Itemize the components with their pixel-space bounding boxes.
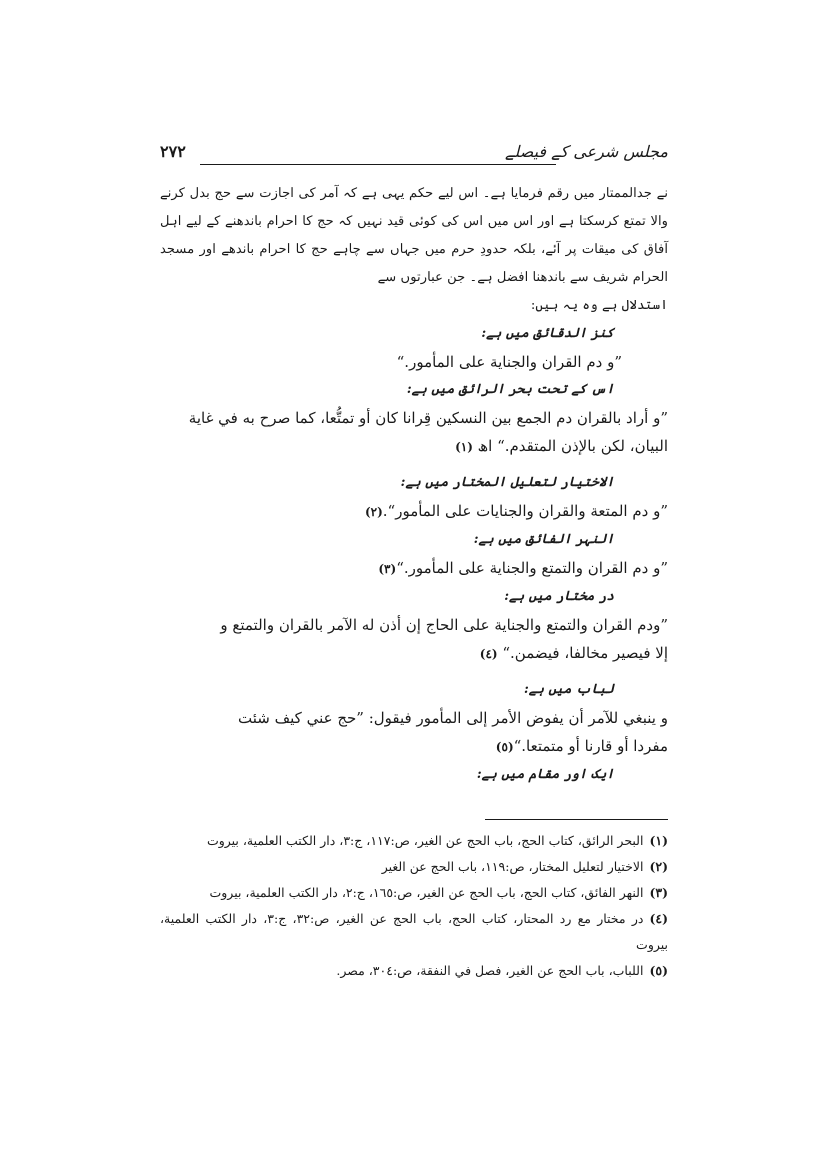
page-number: ٢٧٢ <box>160 142 186 161</box>
footnote-number: (٣) <box>649 885 668 900</box>
footnote-item <box>160 906 668 958</box>
source-label-kanz: کنز الدقائق میں ہے: <box>481 326 614 341</box>
spacer <box>160 668 668 676</box>
header-rule <box>200 164 556 165</box>
footnote-divider <box>485 819 668 820</box>
quote-ikhtiyar-text: ”و دم المتعة والقران والجنايات على المأمور“. <box>382 502 668 520</box>
footnote-text: در مختار مع رد المحتار، كتاب الحج، باب الحج عن الغير، ص:٣٢، ج:٣، دار الكتب العلمية، بيروت <box>160 911 668 952</box>
source-label-another: ایک اور مقام میں ہے: <box>476 767 614 782</box>
spacer <box>160 461 668 469</box>
footnote-number: (١) <box>649 833 668 848</box>
quote-durr-end <box>160 639 668 668</box>
source-label-ikhtiyar: الاختيار لتعليل المختار میں ہے: <box>400 475 614 490</box>
footnote-text: الاختيار لتعليل المختار، ص:١١٩، باب الحج عن الغير <box>381 859 644 874</box>
footnote-item <box>160 828 668 854</box>
source-label-durr: در مختار میں ہے: <box>504 589 614 604</box>
quote-lubab-end-text: مفردا أو قارنا أو متمتعا.“ <box>513 737 668 755</box>
source-label-bahr: اس کے تحت بحر الرائق میں ہے: <box>406 382 614 397</box>
footnote-ref-2[interactable]: (٢) <box>364 505 383 519</box>
footnote-ref-5[interactable]: (٥) <box>495 740 514 754</box>
intro-paragraph-end: استدلال ہے وہ یہ ہیں: <box>530 298 668 313</box>
quote-bahr-end-text: البيان، لكن بالإذن المتقدم.“ اھ <box>477 437 668 455</box>
footnote-ref-3[interactable]: (٣) <box>378 562 397 576</box>
quote-nahr <box>160 554 668 583</box>
footnote-text: اللباب، باب الحج عن الغير، فصل في النفقة، ص:٣٠٤، مصر. <box>336 963 644 978</box>
quote-bahr-end <box>160 432 668 461</box>
footnote-ref-1[interactable]: (١) <box>455 440 473 454</box>
footnote-number: (٥) <box>649 963 668 978</box>
footnote-number: (٢) <box>649 859 668 874</box>
quote-nahr-text: ”و دم القران والتمتع والجناية على المأمور.“ <box>396 559 668 577</box>
footnotes <box>160 828 668 984</box>
footnote-item <box>160 880 668 906</box>
quote-bahr: ”و أراد بالقران دم الجمع بين النسكين قِرانا كان أو تمتُّعا، كما صرح به في غاية <box>188 409 668 427</box>
quote-durr-end-text: إلا فيصير مخالفا، فيضمن.“ <box>502 644 668 662</box>
quote-lubab-end <box>160 732 668 761</box>
footnote-text: النهر الفائق، كتاب الحج، باب الحج عن الغير، ص:١٦٥، ج:٢، دار الكتب العلمية، بيروت <box>209 885 644 900</box>
footnote-item <box>160 854 668 880</box>
book-title: مجلس شرعی کے فیصلے <box>505 142 668 161</box>
main-text <box>160 180 668 789</box>
footnote-text: البحر الرائق، كتاب الحج، باب الحج عن الغير، ص:١١٧، ج:٣، دار الكتب العلمية، بيروت <box>206 833 644 848</box>
source-label-lubab: لباب میں ہے: <box>523 682 614 697</box>
quote-kanz: ”و دم القران والجناية على المأمور.“ <box>396 353 622 371</box>
footnote-item <box>160 958 668 984</box>
running-header <box>160 142 668 172</box>
quote-ikhtiyar <box>160 497 668 526</box>
source-label-nahr: النہر الفائق میں ہے: <box>473 532 614 547</box>
footnote-ref-4[interactable]: (٤) <box>479 647 498 661</box>
intro-paragraph: نے جدالممتار میں رقم فرمایا ہے۔ اس لیے حکم یہی ہے کہ آمر کی اجازت سے حج بدل کرنے والا تمتع کرسکتا ہے اور اس میں اس کی کوئی قید نہیں کہ حج کا احرام باندھنے کے لیے اہل آفاق کی میقات پر آئے، بلکہ حدودِ حرم میں جہاں سے چاہے حج کا احرام باندھے اور مسجد الحرام شریف سے باندھنا افضل ہے۔ جن عبارتوں سے <box>160 186 668 285</box>
quote-durr: ”ودم القران والتمتع والجناية على الحاج إن أذن له الآمر بالقران والتمتع و <box>220 616 668 634</box>
footnote-number: (٤) <box>649 911 668 926</box>
quote-lubab: و ينبغي للآمر أن يفوض الأمر إلى المأمور فيقول: ”حج عني كيف شئت <box>238 709 668 727</box>
